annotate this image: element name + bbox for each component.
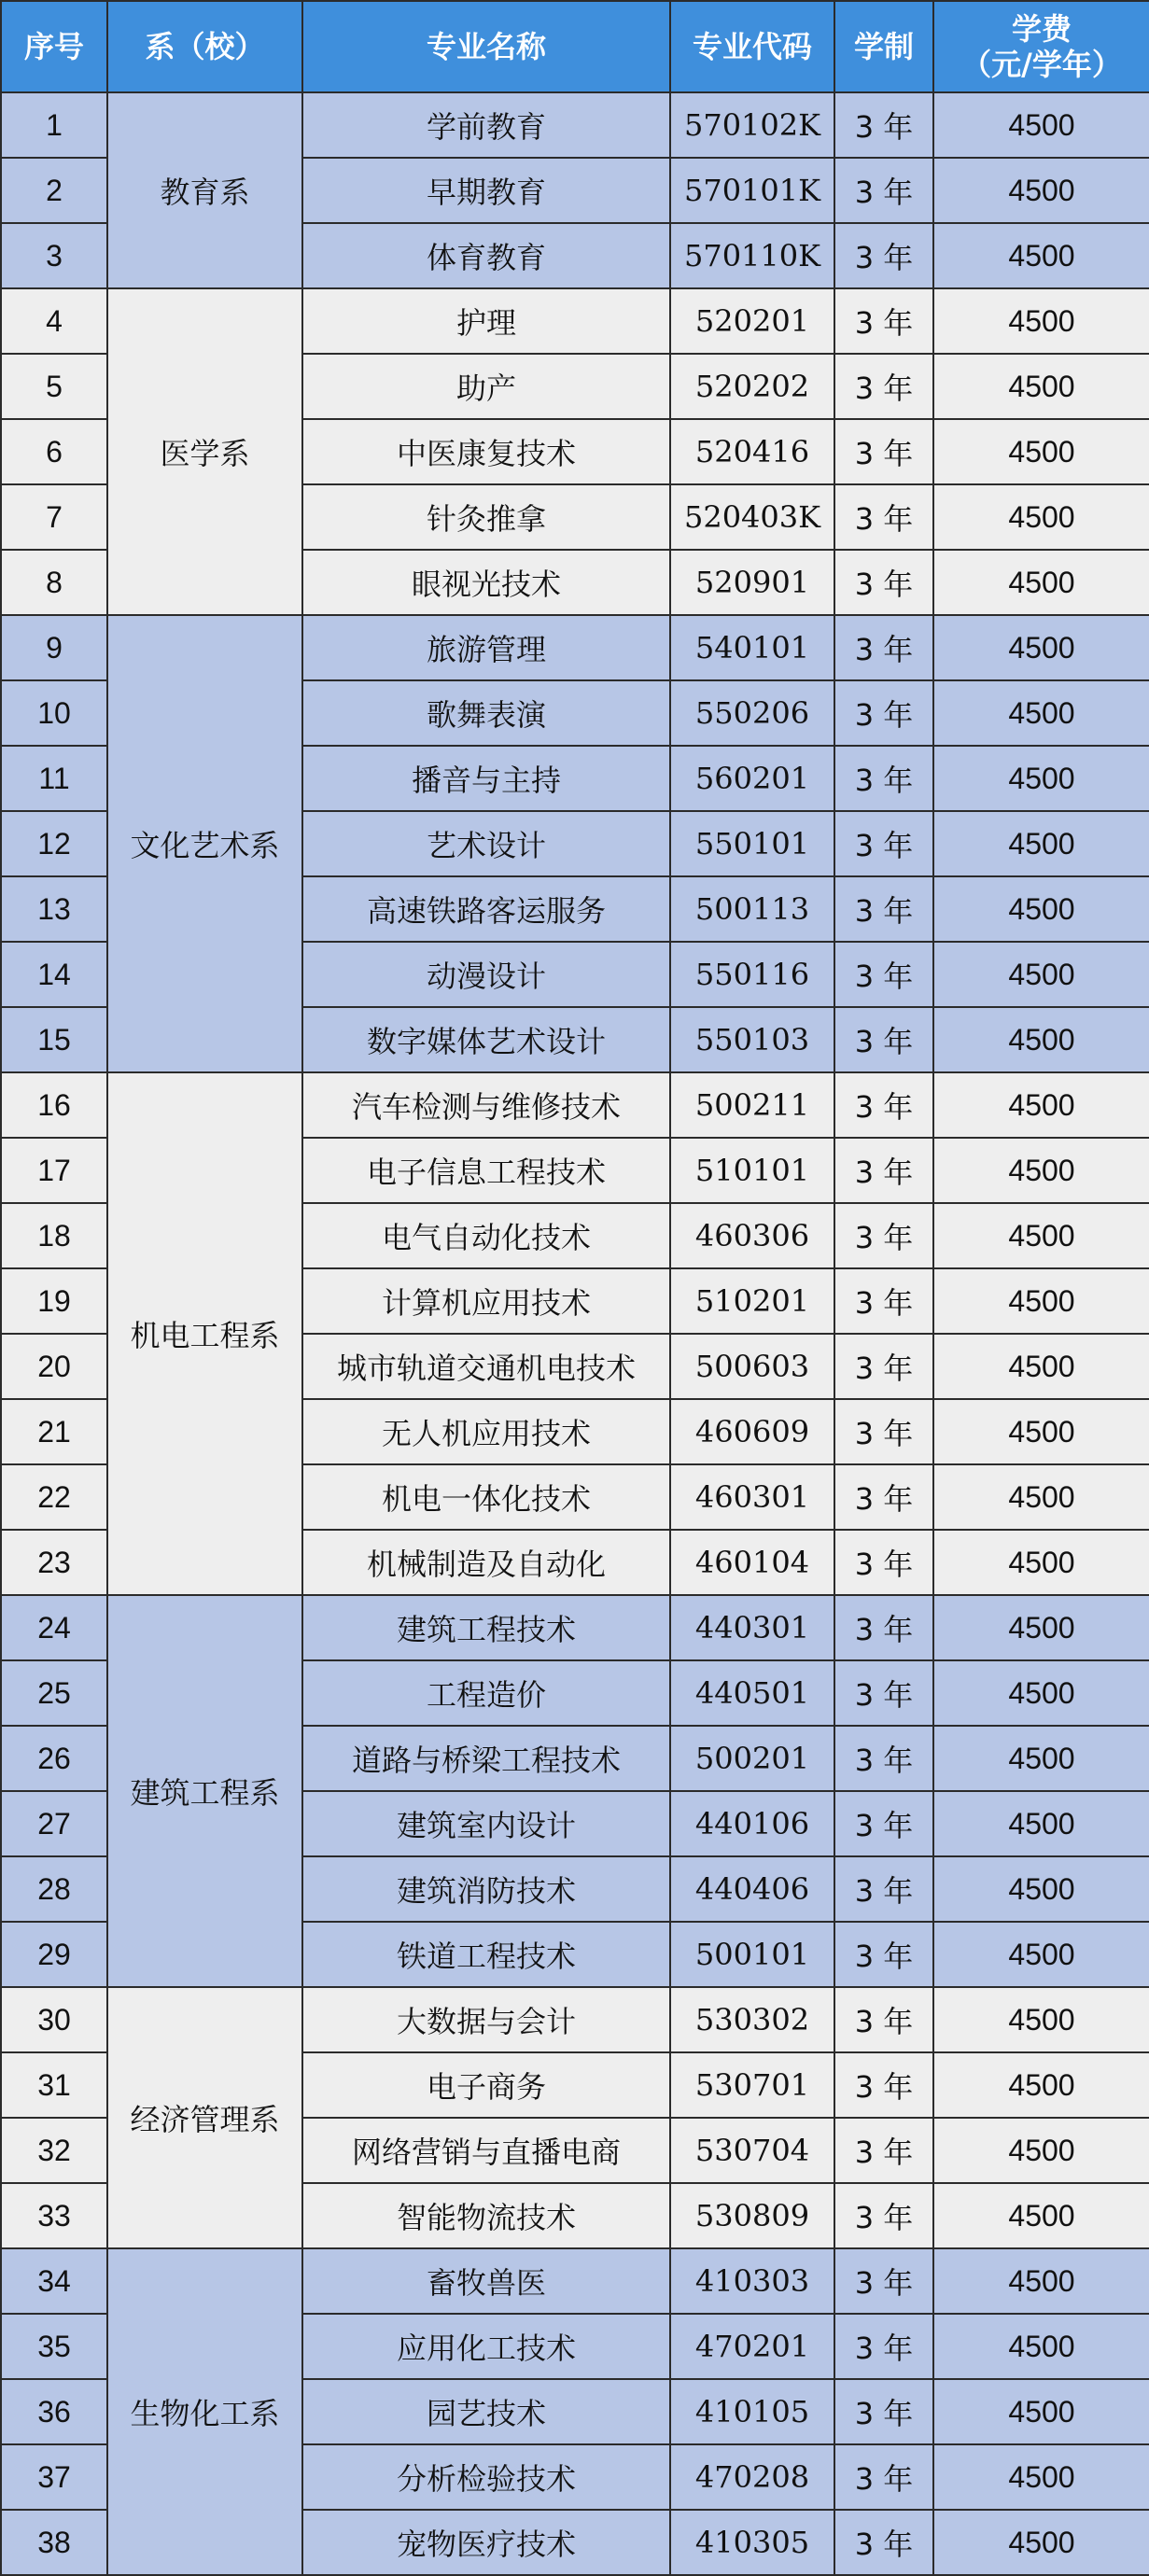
- row-seq: 28: [1, 1856, 107, 1922]
- row-duration: 3 年: [834, 1922, 933, 1987]
- table-row: [1, 1987, 1149, 2052]
- row-major: 护理: [302, 288, 670, 354]
- row-major: 体育教育: [302, 223, 670, 288]
- department-name: 建筑工程系: [107, 1595, 302, 1987]
- row-major: 中医康复技术: [302, 419, 670, 484]
- row-major: 建筑室内设计: [302, 1791, 670, 1856]
- row-code: 460609: [670, 1399, 834, 1464]
- row-major: 机电一体化技术: [302, 1464, 670, 1530]
- row-seq: 37: [1, 2444, 107, 2510]
- row-duration: 3 年: [834, 419, 933, 484]
- row-fee: 4500: [933, 1595, 1149, 1660]
- table-header-row: [1, 1, 1149, 92]
- row-major: 电子商务: [302, 2052, 670, 2118]
- department-name: 教育系: [107, 92, 302, 288]
- table-row: [1, 1595, 1149, 1660]
- row-fee: 4500: [933, 2379, 1149, 2444]
- row-seq: 35: [1, 2314, 107, 2379]
- row-code: 460104: [670, 1530, 834, 1595]
- row-duration: 3 年: [834, 1595, 933, 1660]
- row-fee: 4500: [933, 1334, 1149, 1399]
- row-seq: 6: [1, 419, 107, 484]
- row-fee: 4500: [933, 419, 1149, 484]
- row-fee: 4500: [933, 288, 1149, 354]
- row-duration: 3 年: [834, 223, 933, 288]
- row-duration: 3 年: [834, 1138, 933, 1203]
- row-duration: 3 年: [834, 1268, 933, 1334]
- row-code: 510101: [670, 1138, 834, 1203]
- row-code: 410105: [670, 2379, 834, 2444]
- row-duration: 3 年: [834, 288, 933, 354]
- row-code: 530704: [670, 2118, 834, 2183]
- row-seq: 36: [1, 2379, 107, 2444]
- row-code: 520901: [670, 550, 834, 615]
- row-duration: 3 年: [834, 550, 933, 615]
- row-code: 500211: [670, 1072, 834, 1138]
- header-fee-label: 学费: [1011, 11, 1072, 47]
- row-major: 网络营销与直播电商: [302, 2118, 670, 2183]
- row-major: 应用化工技术: [302, 2314, 670, 2379]
- row-major: 早期教育: [302, 158, 670, 223]
- row-duration: 3 年: [834, 811, 933, 876]
- row-fee: 4500: [933, 1922, 1149, 1987]
- row-code: 410305: [670, 2510, 834, 2575]
- row-fee: 4500: [933, 615, 1149, 680]
- row-seq: 12: [1, 811, 107, 876]
- row-major: 动漫设计: [302, 942, 670, 1007]
- row-duration: 3 年: [834, 1203, 933, 1268]
- row-code: 520202: [670, 354, 834, 419]
- row-code: 500113: [670, 876, 834, 942]
- row-fee: 4500: [933, 2314, 1149, 2379]
- department-name: 文化艺术系: [107, 615, 302, 1072]
- row-code: 550116: [670, 942, 834, 1007]
- row-fee: 4500: [933, 1530, 1149, 1595]
- header-code: 专业代码: [670, 1, 834, 92]
- row-major: 艺术设计: [302, 811, 670, 876]
- row-seq: 4: [1, 288, 107, 354]
- row-major: 数字媒体艺术设计: [302, 1007, 670, 1072]
- row-fee: 4500: [933, 2510, 1149, 2575]
- row-seq: 7: [1, 484, 107, 550]
- header-dept: 系（校）: [107, 1, 302, 92]
- row-code: 470201: [670, 2314, 834, 2379]
- row-major: 建筑工程技术: [302, 1595, 670, 1660]
- row-seq: 5: [1, 354, 107, 419]
- row-fee: 4500: [933, 92, 1149, 158]
- row-duration: 3 年: [834, 1399, 933, 1464]
- row-duration: 3 年: [834, 1791, 933, 1856]
- row-code: 520416: [670, 419, 834, 484]
- row-fee: 4500: [933, 354, 1149, 419]
- row-duration: 3 年: [834, 1530, 933, 1595]
- row-major: 眼视光技术: [302, 550, 670, 615]
- department-name: 医学系: [107, 288, 302, 615]
- row-major: 电子信息工程技术: [302, 1138, 670, 1203]
- row-fee: 4500: [933, 1072, 1149, 1138]
- row-code: 570102K: [670, 92, 834, 158]
- row-seq: 10: [1, 680, 107, 746]
- row-fee: 4500: [933, 2118, 1149, 2183]
- row-duration: 3 年: [834, 2183, 933, 2248]
- row-duration: 3 年: [834, 1660, 933, 1726]
- department-name: 生物化工系: [107, 2248, 302, 2575]
- row-major: 助产: [302, 354, 670, 419]
- row-duration: 3 年: [834, 1334, 933, 1399]
- row-fee: 4500: [933, 1268, 1149, 1334]
- row-fee: 4500: [933, 1138, 1149, 1203]
- row-duration: 3 年: [834, 1726, 933, 1791]
- row-code: 440301: [670, 1595, 834, 1660]
- row-seq: 16: [1, 1072, 107, 1138]
- row-major: 畜牧兽医: [302, 2248, 670, 2314]
- row-fee: 4500: [933, 2052, 1149, 2118]
- row-seq: 18: [1, 1203, 107, 1268]
- row-duration: 3 年: [834, 2444, 933, 2510]
- row-duration: 3 年: [834, 2379, 933, 2444]
- row-major: 无人机应用技术: [302, 1399, 670, 1464]
- row-seq: 2: [1, 158, 107, 223]
- row-duration: 3 年: [834, 1856, 933, 1922]
- row-fee: 4500: [933, 1791, 1149, 1856]
- row-duration: 3 年: [834, 2314, 933, 2379]
- row-fee: 4500: [933, 1987, 1149, 2052]
- row-fee: 4500: [933, 484, 1149, 550]
- row-seq: 21: [1, 1399, 107, 1464]
- row-fee: 4500: [933, 1399, 1149, 1464]
- row-major: 分析检验技术: [302, 2444, 670, 2510]
- row-fee: 4500: [933, 1007, 1149, 1072]
- row-seq: 34: [1, 2248, 107, 2314]
- row-seq: 17: [1, 1138, 107, 1203]
- row-duration: 3 年: [834, 2510, 933, 2575]
- row-seq: 33: [1, 2183, 107, 2248]
- row-code: 570110K: [670, 223, 834, 288]
- row-duration: 3 年: [834, 484, 933, 550]
- row-fee: 4500: [933, 2183, 1149, 2248]
- row-seq: 15: [1, 1007, 107, 1072]
- row-major: 宠物医疗技术: [302, 2510, 670, 2575]
- row-duration: 3 年: [834, 92, 933, 158]
- row-seq: 14: [1, 942, 107, 1007]
- table-row: [1, 615, 1149, 680]
- row-duration: 3 年: [834, 158, 933, 223]
- row-code: 500201: [670, 1726, 834, 1791]
- row-major: 建筑消防技术: [302, 1856, 670, 1922]
- row-seq: 26: [1, 1726, 107, 1791]
- row-fee: 4500: [933, 2248, 1149, 2314]
- row-fee: 4500: [933, 1726, 1149, 1791]
- table-row: [1, 92, 1149, 158]
- row-duration: 3 年: [834, 876, 933, 942]
- row-seq: 30: [1, 1987, 107, 2052]
- row-duration: 3 年: [834, 2052, 933, 2118]
- row-major: 播音与主持: [302, 746, 670, 811]
- row-seq: 24: [1, 1595, 107, 1660]
- row-fee: 4500: [933, 158, 1149, 223]
- row-seq: 19: [1, 1268, 107, 1334]
- row-code: 410303: [670, 2248, 834, 2314]
- row-code: 520201: [670, 288, 834, 354]
- table-row: [1, 1072, 1149, 1138]
- row-fee: 4500: [933, 1464, 1149, 1530]
- department-name: 机电工程系: [107, 1072, 302, 1595]
- row-duration: 3 年: [834, 1007, 933, 1072]
- row-seq: 38: [1, 2510, 107, 2575]
- row-seq: 1: [1, 92, 107, 158]
- row-fee: 4500: [933, 680, 1149, 746]
- row-duration: 3 年: [834, 942, 933, 1007]
- row-code: 560201: [670, 746, 834, 811]
- row-seq: 13: [1, 876, 107, 942]
- row-duration: 3 年: [834, 2248, 933, 2314]
- row-fee: 4500: [933, 223, 1149, 288]
- department-name: 经济管理系: [107, 1987, 302, 2248]
- row-code: 550101: [670, 811, 834, 876]
- row-major: 旅游管理: [302, 615, 670, 680]
- row-code: 530701: [670, 2052, 834, 2118]
- row-code: 500101: [670, 1922, 834, 1987]
- row-major: 机械制造及自动化: [302, 1530, 670, 1595]
- row-code: 460301: [670, 1464, 834, 1530]
- header-major: 专业名称: [302, 1, 670, 92]
- row-duration: 3 年: [834, 2118, 933, 2183]
- row-code: 440106: [670, 1791, 834, 1856]
- row-code: 540101: [670, 615, 834, 680]
- row-fee: 4500: [933, 942, 1149, 1007]
- row-major: 汽车检测与维修技术: [302, 1072, 670, 1138]
- row-major: 电气自动化技术: [302, 1203, 670, 1268]
- row-seq: 8: [1, 550, 107, 615]
- row-major: 针灸推拿: [302, 484, 670, 550]
- row-seq: 22: [1, 1464, 107, 1530]
- row-duration: 3 年: [834, 746, 933, 811]
- row-major: 铁道工程技术: [302, 1922, 670, 1987]
- row-code: 570101K: [670, 158, 834, 223]
- row-code: 550103: [670, 1007, 834, 1072]
- table-row: [1, 2248, 1149, 2314]
- row-code: 470208: [670, 2444, 834, 2510]
- row-code: 530302: [670, 1987, 834, 2052]
- row-code: 500603: [670, 1334, 834, 1399]
- row-code: 510201: [670, 1268, 834, 1334]
- row-major: 学前教育: [302, 92, 670, 158]
- header-seq: 序号: [1, 1, 107, 92]
- row-seq: 23: [1, 1530, 107, 1595]
- row-seq: 25: [1, 1660, 107, 1726]
- row-seq: 29: [1, 1922, 107, 1987]
- row-seq: 20: [1, 1334, 107, 1399]
- row-major: 高速铁路客运服务: [302, 876, 670, 942]
- row-duration: 3 年: [834, 354, 933, 419]
- header-fee-unit: （元/学年）: [961, 47, 1122, 82]
- header-duration: 学制: [834, 1, 933, 92]
- row-fee: 4500: [933, 1856, 1149, 1922]
- row-major: 智能物流技术: [302, 2183, 670, 2248]
- row-major: 计算机应用技术: [302, 1268, 670, 1334]
- row-fee: 4500: [933, 876, 1149, 942]
- row-major: 城市轨道交通机电技术: [302, 1334, 670, 1399]
- header-fee: [933, 1, 1149, 92]
- row-seq: 27: [1, 1791, 107, 1856]
- row-fee: 4500: [933, 550, 1149, 615]
- row-code: 530809: [670, 2183, 834, 2248]
- row-code: 460306: [670, 1203, 834, 1268]
- row-duration: 3 年: [834, 1072, 933, 1138]
- row-code: 440406: [670, 1856, 834, 1922]
- table-row: [1, 288, 1149, 354]
- row-major: 道路与桥梁工程技术: [302, 1726, 670, 1791]
- row-duration: 3 年: [834, 680, 933, 746]
- row-fee: 4500: [933, 746, 1149, 811]
- row-seq: 11: [1, 746, 107, 811]
- row-seq: 3: [1, 223, 107, 288]
- row-duration: 3 年: [834, 1464, 933, 1530]
- row-major: 歌舞表演: [302, 680, 670, 746]
- row-code: 550206: [670, 680, 834, 746]
- row-seq: 32: [1, 2118, 107, 2183]
- row-code: 440501: [670, 1660, 834, 1726]
- row-major: 园艺技术: [302, 2379, 670, 2444]
- row-fee: 4500: [933, 1203, 1149, 1268]
- row-major: 工程造价: [302, 1660, 670, 1726]
- row-duration: 3 年: [834, 615, 933, 680]
- table-body: [1, 92, 1149, 2575]
- row-duration: 3 年: [834, 1987, 933, 2052]
- row-fee: 4500: [933, 2444, 1149, 2510]
- row-fee: 4500: [933, 811, 1149, 876]
- row-major: 大数据与会计: [302, 1987, 670, 2052]
- row-seq: 9: [1, 615, 107, 680]
- row-code: 520403K: [670, 484, 834, 550]
- row-fee: 4500: [933, 1660, 1149, 1726]
- row-seq: 31: [1, 2052, 107, 2118]
